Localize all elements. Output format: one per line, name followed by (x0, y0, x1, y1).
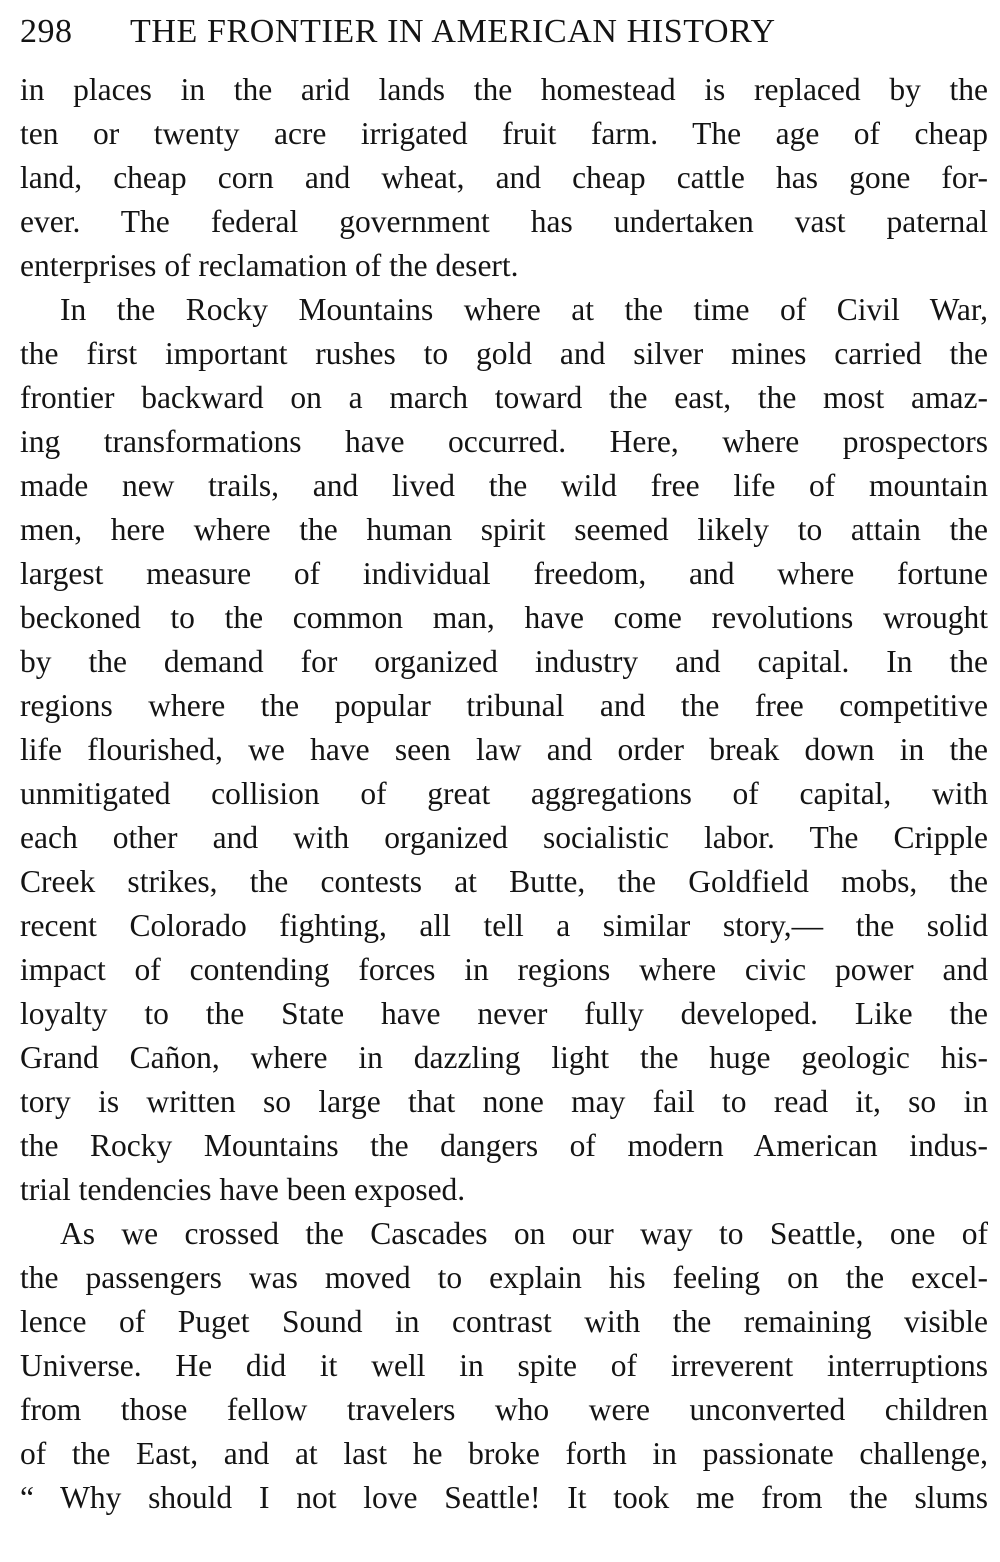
text-line: beckoned to the common man, have come revolutions wrought (20, 600, 988, 635)
running-head (20, 0, 988, 64)
text-line: ever. The federal government has undertaken vast paternal (20, 204, 988, 239)
running-title: THE FRONTIER IN AMERICAN HISTORY (130, 13, 776, 50)
text-line: from those fellow travelers who were unconverted children (20, 1392, 988, 1427)
text-line: lence of Puget Sound in contrast with the remaining visible (20, 1304, 988, 1339)
text-line: enterprises of reclamation of the desert. (20, 248, 519, 283)
text-line: unmitigated collision of great aggregations of capital, with (20, 776, 988, 811)
body-text (20, 68, 988, 1516)
text-line: largest measure of individual freedom, and where fortune (20, 556, 988, 591)
text-line: impact of contending forces in regions where civic power and (20, 952, 988, 987)
text-line: each other and with organized socialistic labor. The Cripple (20, 820, 988, 855)
text-line: tory is written so large that none may fail to read it, so in (20, 1084, 988, 1119)
text-line: regions where the popular tribunal and the free competitive (20, 688, 988, 723)
text-line: men, here where the human spirit seemed likely to attain the (20, 512, 988, 547)
text-line: As we crossed the Cascades on our way to Seattle, one of (60, 1216, 988, 1251)
text-line: the Rocky Mountains the dangers of modern American indus- (20, 1128, 988, 1163)
text-line: trial tendencies have been exposed. (20, 1172, 466, 1207)
text-line: Grand Cañon, where in dazzling light the huge geologic his- (20, 1040, 988, 1075)
text-line: made new trails, and lived the wild free life of mountain (20, 468, 988, 503)
book-page (20, 0, 988, 1562)
text-line: of the East, and at last he broke forth in passionate challenge, (20, 1436, 988, 1471)
text-line: loyalty to the State have never fully developed. Like the (20, 996, 988, 1031)
text-line: frontier backward on a march toward the east, the most amaz- (20, 380, 988, 415)
paragraph (20, 288, 988, 1212)
paragraph (20, 68, 988, 288)
text-line: Creek strikes, the contests at Butte, the Goldfield mobs, the (20, 864, 988, 899)
text-line: recent Colorado fighting, all tell a similar story,— the solid (20, 908, 988, 943)
text-line: the passengers was moved to explain his feeling on the excel- (20, 1260, 988, 1295)
page-number: 298 (20, 13, 73, 50)
paragraph (20, 1212, 988, 1516)
text-line: the first important rushes to gold and silver mines carried the (20, 336, 988, 371)
text-line: life flourished, we have seen law and order break down in the (20, 732, 988, 767)
text-line: In the Rocky Mountains where at the time of Civil War, (60, 292, 988, 327)
text-line: “ Why should I not love Seattle! It took me from the slums (20, 1480, 988, 1515)
text-line: ing transformations have occurred. Here, where prospectors (20, 424, 988, 459)
text-line: in places in the arid lands the homestead is replaced by the (20, 72, 988, 107)
text-line: ten or twenty acre irrigated fruit farm. The age of cheap (20, 116, 988, 151)
text-line: Universe. He did it well in spite of irreverent interruptions (20, 1348, 988, 1383)
text-line: by the demand for organized industry and capital. In the (20, 644, 988, 679)
text-line: land, cheap corn and wheat, and cheap cattle has gone for- (20, 160, 988, 195)
